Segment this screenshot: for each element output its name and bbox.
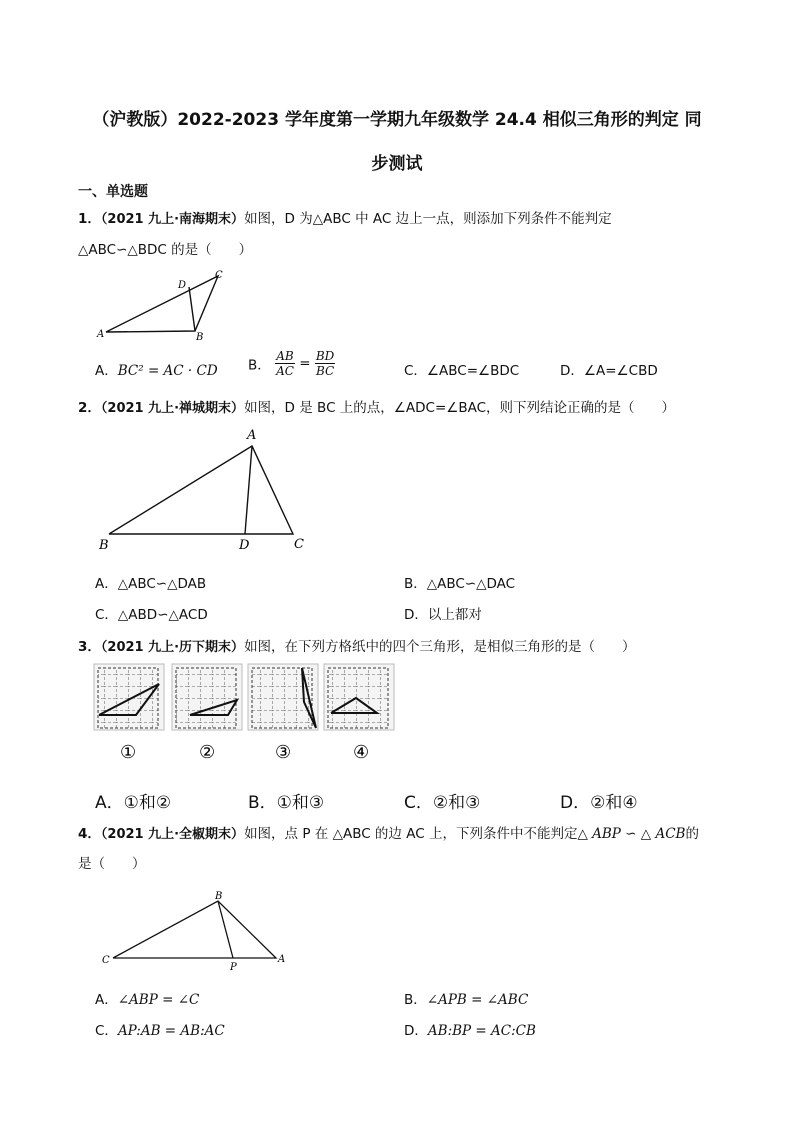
page-title: （沪教版）2022-2023 学年度第一学期九年级数学 24.4 相似三角形的判定 同 — [92, 110, 702, 130]
label-b: B — [99, 538, 109, 553]
label-c: C — [102, 955, 110, 966]
label-a: A — [97, 329, 105, 340]
question-number: 1． — [78, 211, 101, 227]
triangle-abc — [113, 901, 276, 958]
question-2-figure — [92, 422, 322, 554]
option-math: ∠APB = ∠ABC — [426, 992, 529, 1008]
segment-bp — [218, 901, 233, 958]
question-source: （2021 九上·禅城期末） — [100, 401, 245, 416]
label-d: D — [178, 280, 187, 291]
q2-option-c[interactable]: C．△ABD∽△ACD — [95, 607, 208, 623]
question-text: 如图，D 是 BC 上的点，∠ADC=∠BAC，则下列结论正确的是（ ） — [244, 400, 676, 416]
label-c: C — [294, 537, 304, 552]
question-source: （2021 九上·全椒期末） — [100, 827, 245, 842]
fraction-bd-bc: $\frac{BD}{BC}$ — [315, 349, 335, 378]
triangle-abc — [109, 446, 293, 534]
q4-option-a[interactable]: A．∠ABP = ∠C — [95, 992, 200, 1008]
option-math: BC² = AC · CD — [117, 363, 218, 379]
question-3-figure — [92, 662, 402, 770]
segment-ad — [245, 446, 252, 534]
label-b: B — [196, 332, 204, 342]
label-b: B — [215, 891, 223, 902]
question-text: 如图，在下列方格纸中的四个三角形，是相似三角形的是（ ） — [244, 639, 636, 655]
grid-label-3: ③ — [275, 742, 292, 763]
question-4-line2: 是（ ） — [78, 856, 146, 872]
label-p: P — [230, 962, 237, 973]
question-2-line1 — [78, 396, 675, 416]
q2-option-d[interactable]: D．以上都对 — [404, 607, 482, 623]
q2-option-b[interactable]: B．△ABC∽△DAC — [404, 576, 516, 592]
question-1-figure — [92, 266, 232, 342]
q4-option-b[interactable]: B．∠APB = ∠ABC — [404, 992, 529, 1008]
option-math: AB:BP = AC:CB — [427, 1023, 536, 1039]
grid-4 — [324, 664, 394, 730]
triangle-abc — [106, 276, 218, 332]
label-d: D — [239, 538, 250, 553]
question-math: △ ABP ∽ △ ACB — [577, 826, 686, 842]
q4-option-d[interactable]: D．AB:BP = AC:CB — [404, 1023, 536, 1039]
question-3-line1 — [78, 635, 636, 655]
label-c: C — [215, 270, 223, 281]
question-number: 3． — [78, 639, 101, 655]
section-heading: 一、单选题 — [78, 184, 148, 200]
question-1-line2: △ABC∽△BDC 的是（ ） — [78, 242, 253, 258]
fraction-ab-ac: $\frac{AB}{AC}$ — [276, 349, 294, 378]
question-source: （2021 九上·历下期末） — [100, 640, 245, 655]
question-source: （2021 九上·南海期末） — [100, 212, 245, 227]
question-text: 如图，点 P 在 △ABC 的边 AC 上，下列条件中不能判定 — [244, 826, 578, 842]
q3-option-b[interactable]: B．①和③ — [248, 793, 325, 813]
label-a: A — [278, 954, 286, 965]
grid-label-2: ② — [199, 742, 216, 763]
grid-3 — [248, 664, 318, 730]
q3-option-a[interactable]: A．①和② — [95, 793, 172, 813]
page-title-continued: 步测试 — [371, 154, 423, 174]
question-number: 4． — [78, 826, 101, 842]
q1-option-d[interactable]: D．∠A=∠CBD — [560, 363, 658, 379]
question-1-line1 — [78, 207, 612, 227]
grid-label-1: ① — [120, 742, 137, 763]
q1-option-b[interactable]: B． $\frac{AB}{AC}$ = $\frac{BD}{BC}$ — [248, 349, 335, 378]
q1-option-c[interactable]: C．∠ABC=∠BDC — [404, 363, 520, 379]
q1-option-a[interactable]: A．BC² = AC · CD — [95, 363, 218, 379]
grid-1 — [94, 664, 164, 730]
grid-label-4: ④ — [353, 742, 370, 763]
q3-option-d[interactable]: D．②和④ — [560, 793, 638, 813]
q2-option-a[interactable]: A．△ABC∽△DAB — [95, 576, 207, 592]
question-4-figure — [96, 888, 296, 974]
q4-option-c[interactable]: C．AP:AB = AB:AC — [95, 1023, 225, 1039]
question-text: 如图，D 为△ABC 中 AC 边上一点，则添加下列条件不能判定 — [244, 211, 612, 227]
option-math: AP:AB = AB:AC — [117, 1023, 225, 1039]
segment-bd — [189, 287, 195, 331]
q3-option-c[interactable]: C．②和③ — [404, 793, 481, 813]
label-a: A — [247, 428, 257, 443]
question-number: 2． — [78, 400, 101, 416]
grid-2 — [172, 664, 242, 730]
question-4-line1: 4．（2021 九上·全椒期末）如图，点 P 在 △ABC 的边 AC 上，下列条件中不能判定△ ABP ∽ △ ACB的 — [78, 826, 699, 842]
option-math: ∠ABP = ∠C — [117, 992, 200, 1008]
